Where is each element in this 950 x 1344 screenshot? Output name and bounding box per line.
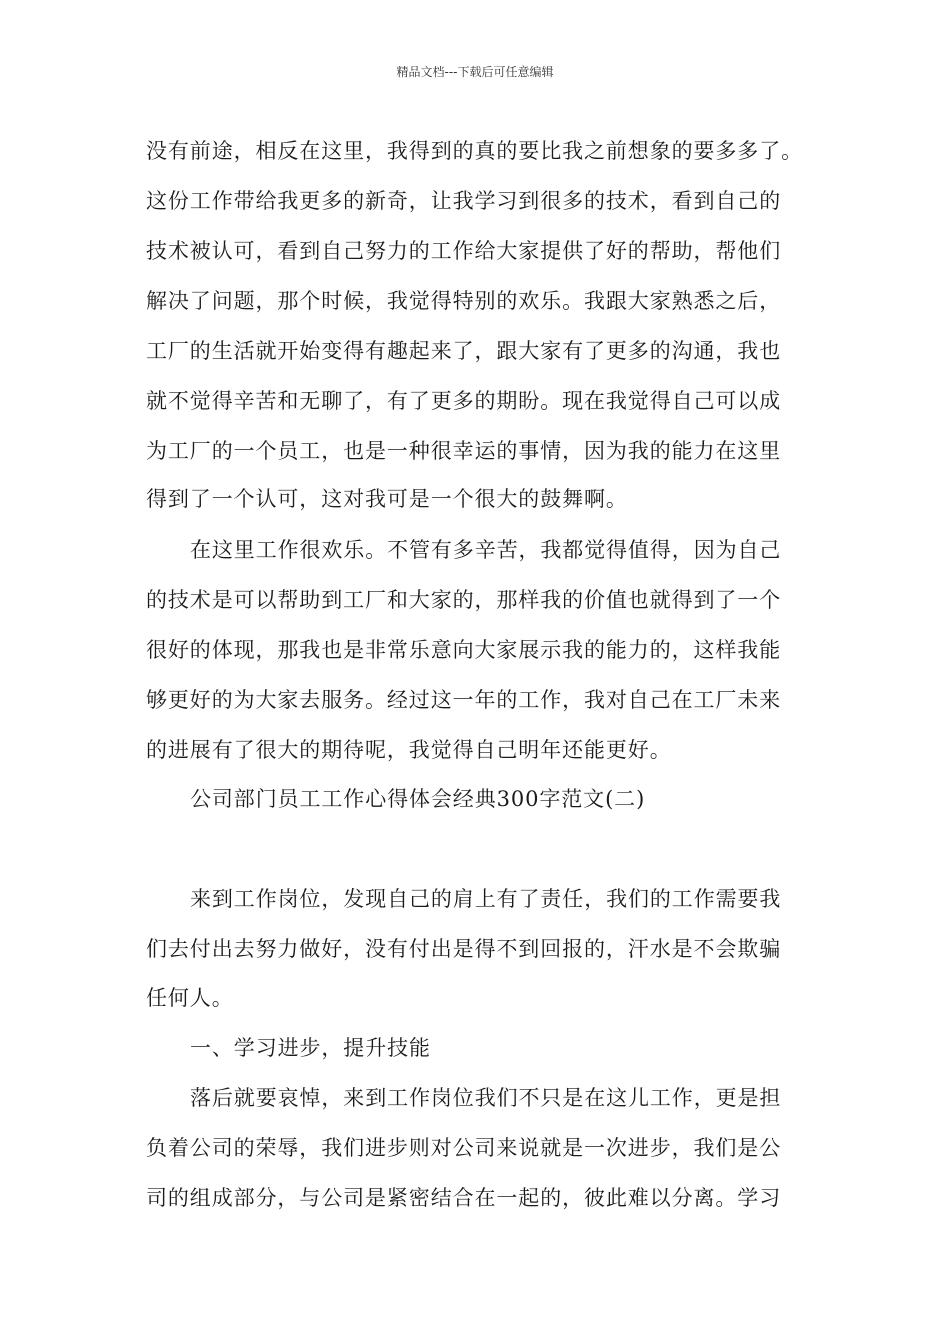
paragraph-first-line: 落后就要哀悼，来到工作岗位我们不只是在这儿工作，更是担 — [190, 1086, 782, 1110]
text-line: 工厂的生活就开始变得有趣起来了，跟大家有了更多的沟通，我也 — [146, 339, 782, 363]
text-line: 司的组成部分，与公司是紧密结合在一起的，彼此难以分离。学习 — [146, 1186, 782, 1210]
text-line: 够更好的为大家去服务。经过这一年的工作，我对自己在工厂未来 — [146, 688, 782, 712]
text-line: 得到了一个认可，这对我可是一个很大的鼓舞啊。 — [146, 487, 628, 511]
text-line: 的技术是可以帮助到工厂和大家的，那样我的价值也就得到了一个 — [146, 588, 782, 612]
text-line: 很好的体现，那我也是非常乐意向大家展示我的能力的，这样我能 — [146, 638, 782, 662]
text-line: 们去付出去努力做好，没有付出是得不到回报的，汗水是不会欺骗 — [146, 937, 782, 961]
text-line: 为工厂的一个员工，也是一种很幸运的事情，因为我的能力在这里 — [146, 439, 782, 463]
section-title: 公司部门员工工作心得体会经典300字范文(二) — [190, 787, 646, 811]
paragraph-first-line: 在这里工作很欢乐。不管有多辛苦，我都觉得值得，因为自己 — [190, 538, 782, 562]
text-line: 技术被认可，看到自己努力的工作给大家提供了好的帮助，帮他们 — [146, 239, 782, 263]
text-line: 的进展有了很大的期待呢，我觉得自己明年还能更好。 — [146, 738, 672, 762]
text-line: 这份工作带给我更多的新奇，让我学习到很多的技术，看到自己的 — [146, 189, 782, 213]
page-header: 精品文档---下载后可任意编辑 — [396, 65, 554, 79]
text-line: 没有前途，相反在这里，我得到的真的要比我之前想象的要多多了。 — [146, 139, 803, 163]
text-line: 负着公司的荣辱，我们进步则对公司来说就是一次进步，我们是公 — [146, 1136, 782, 1160]
text-line: 解决了问题，那个时候，我觉得特别的欢乐。我跟大家熟悉之后， — [146, 289, 782, 313]
text-line: 任何人。 — [146, 986, 234, 1010]
text-line: 就不觉得辛苦和无聊了，有了更多的期盼。现在我觉得自己可以成 — [146, 389, 782, 413]
subsection-heading: 一、学习进步，提升技能 — [190, 1036, 431, 1060]
paragraph-first-line: 来到工作岗位，发现自己的肩上有了责任，我们的工作需要我 — [190, 887, 782, 911]
